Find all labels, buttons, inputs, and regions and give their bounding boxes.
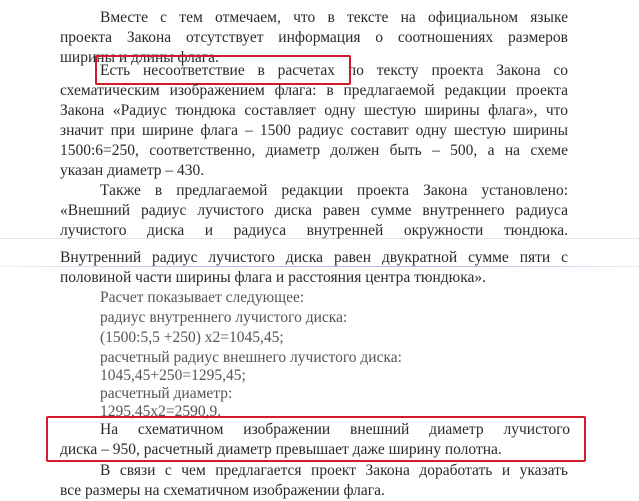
paragraph-line: значит при ширине флага – 1500 радиус составит одну шестую ширины [60, 122, 568, 139]
paragraph-line: Вместе с тем отмечаем, что в тексте на официальном языке [100, 9, 568, 26]
paragraph-line: половиной части ширины флага и расстояния центра тюндюка». [60, 269, 487, 286]
paragraph-line: «Внешний радиус лучистого диска равен сумме внутреннего радиуса [60, 202, 568, 219]
paragraph-line: расчетный диаметр: [100, 385, 233, 402]
paragraph-line: 1295,45x2=2590,9. [100, 403, 222, 420]
paragraph-line: Расчет показывает следующее: [100, 289, 305, 306]
paragraph-line: проекта Закона отсутствует информация о соотношениях размеров [60, 29, 568, 46]
highlight-box [46, 416, 586, 462]
paragraph-line: радиус внутреннего лучистого диска: [100, 309, 348, 326]
paragraph-text: по тексту проекта Закона со [347, 62, 569, 79]
paragraph-line: 1045,45+250=1295,45; [100, 367, 246, 384]
paragraph-line: На схематичном изображении внешний диаметр лучистого [100, 421, 570, 438]
paragraph-line: лучистого диска и радиуса внутренней окружности тюндюка. [60, 222, 568, 239]
paragraph-line: (1500:5,5 +250) x2=1045,45; [100, 329, 284, 346]
paragraph-line: диска – 950, расчетный диаметр превышает даже ширину полотна. [60, 441, 502, 458]
scan-artifact-line [0, 238, 639, 239]
paragraph-line: Закона «Радиус тюндюка составляет одну шестую ширины флага», что [60, 102, 568, 119]
paragraph-line: указан диаметр – 430. [60, 162, 205, 179]
paragraph-line: Также в предлагаемой редакции проекта Закона установлено: [100, 182, 568, 199]
highlighted-phrase: Есть несоответствие в расчетах [100, 62, 336, 79]
paragraph-line: Внутренний радиус лучистого диска равен двукратной сумме пяти с [60, 249, 568, 266]
paragraph-line: все размеры на схематичном изображении флага. [60, 482, 385, 499]
paragraph-line: схематическим изображением флага: в предлагаемой редакции проекта [60, 82, 568, 99]
paragraph-line: ширины и длины флага. [60, 49, 219, 66]
paragraph-line: расчетный радиус внешнего лучистого диска: [100, 349, 402, 366]
paragraph-line: В связи с чем предлагается проект Закона доработать и указать [100, 462, 568, 479]
paragraph-line: 1500:6=250, соответственно, диаметр должен быть – 500, а на схеме [60, 142, 568, 159]
